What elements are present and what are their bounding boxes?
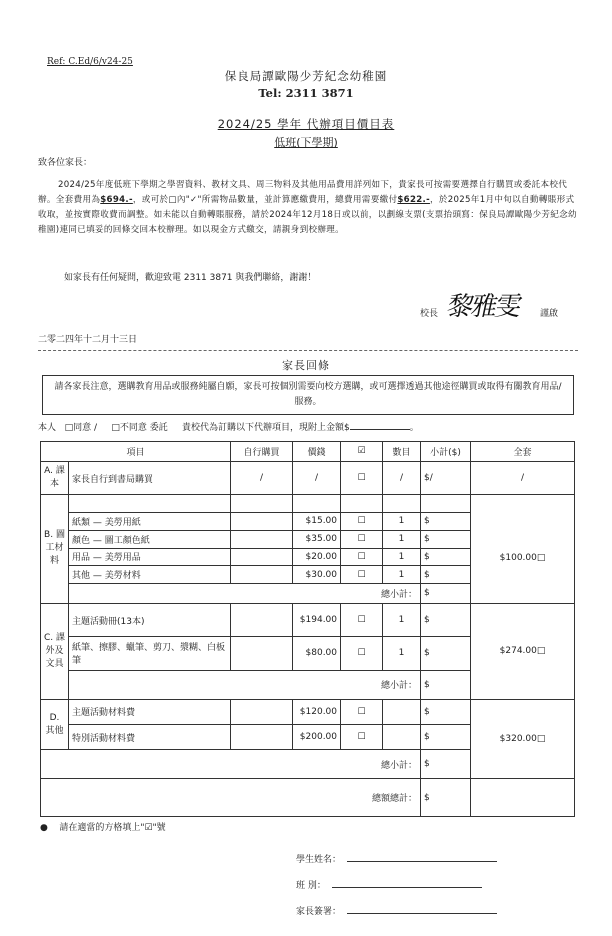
header-full-set: 全套: [471, 442, 575, 462]
subtotal-label: 總小計：: [69, 584, 421, 604]
item-name: 特別活動材料費: [69, 725, 231, 750]
item-name: 用品 — 美勞用品: [69, 548, 231, 566]
document-title: [0, 116, 612, 132]
price-cell: $30.00: [293, 566, 341, 584]
price-cell: $80.00: [293, 637, 341, 670]
table-header-row: [41, 442, 575, 462]
document-subtitle-text: 低班(下學期): [274, 136, 338, 149]
item-name: 紙筆、擦膠、蠟筆、剪刀、漿糊、白板筆: [69, 637, 231, 670]
consent-prefix: 本人: [38, 423, 57, 433]
quantity-cell: /: [383, 461, 421, 494]
disagree-checkbox[interactable]: □不同意 委託: [111, 423, 168, 433]
subtotal-cell[interactable]: $: [421, 566, 471, 584]
consent-line: [38, 420, 419, 433]
student-name-row: [296, 852, 497, 865]
full-set-cell: /: [471, 461, 575, 494]
principal-signature: 黎雅雯: [444, 292, 523, 322]
reference-number: Ref: C.Ed/6/v24-25: [47, 57, 133, 67]
grand-total-value[interactable]: $: [421, 779, 471, 817]
legend-text: 請在適當的方格填上"☑"號: [59, 823, 166, 833]
checkbox-legend: [40, 820, 166, 833]
class-row: [296, 878, 482, 891]
table-row: [41, 513, 575, 531]
item-name: 家長自行到書局購買: [69, 461, 231, 494]
notice-text: 請各家長注意，選購教育用品或服務純屬自願，家長可按個別需要向校方選購，或可選擇透過其他途徑購買或取得有關教育用品/服務。: [54, 382, 562, 407]
full-set-amount: $694.-: [100, 195, 133, 205]
quantity-cell: 1: [383, 548, 421, 566]
full-set-b[interactable]: $100.00□: [471, 513, 575, 604]
item-name: 其他 — 美勞材料: [69, 566, 231, 584]
grand-total-row: [41, 779, 575, 817]
item-checkbox[interactable]: ☐: [341, 513, 383, 531]
payable-amount: $622.-: [397, 195, 430, 205]
subtotal-cell[interactable]: $: [421, 699, 471, 724]
quantity-cell: 1: [383, 603, 421, 636]
category-b: B. 圖工材料: [41, 513, 69, 584]
reply-slip-title: 家長回條: [282, 359, 330, 372]
header-subtotal: 小計($): [421, 442, 471, 462]
subtotal-cell[interactable]: $: [421, 513, 471, 531]
price-cell: $20.00: [293, 548, 341, 566]
header-check: ☑: [341, 442, 383, 462]
grand-total-empty: [471, 779, 575, 817]
letter-text-part-3: ，於2025年1月中旬以自動轉賬形式收取，並按實際收費而調整。如未能以自動轉賬服務，請於2024年12月18日或以前，以劃線支票(支票抬頭寫：保良局譚歐陽少芳紀念幼稚園)連同已填妥的回條交回本校辦理。如以現金方式繳交，請親身到校辦理。: [38, 195, 577, 235]
letter-text-part-2: ，或可於□內"✓"所需物品數量，並計算應繳費用，總費用需要繳付: [132, 195, 398, 205]
document-title-text: 2024/25 學年 代辦項目價目表: [217, 117, 395, 131]
student-name-field[interactable]: [347, 861, 497, 862]
subtotal-cell[interactable]: $: [421, 548, 471, 566]
table-row: [41, 603, 575, 636]
category-a: A. 課本: [41, 461, 69, 494]
class-field[interactable]: [332, 887, 482, 888]
item-checkbox[interactable]: ☐: [341, 530, 383, 548]
parent-signature-label: 家長簽署：: [296, 907, 342, 917]
header-item: 項目: [41, 442, 231, 462]
price-cell: $35.00: [293, 530, 341, 548]
item-name: 主題活動冊(13本): [69, 603, 231, 636]
header-price: 價錢: [293, 442, 341, 462]
tear-off-line: [38, 350, 578, 351]
subtotal-cell[interactable]: $: [421, 637, 471, 670]
subtotal-value[interactable]: $: [421, 670, 471, 699]
enquiry-note: 如家長有任何疑問，歡迎致電 2311 3871 與我們聯絡，謝謝！: [64, 273, 317, 283]
amount-blank[interactable]: [350, 429, 410, 430]
item-name: 主題活動材料費: [69, 699, 231, 724]
subtotal-value[interactable]: $: [421, 750, 471, 779]
category-d: D. 其他: [41, 699, 69, 749]
document-subtitle: [0, 134, 612, 150]
parent-signature-field[interactable]: [347, 913, 497, 914]
consent-end: 。: [409, 423, 419, 433]
item-checkbox[interactable]: ☐: [341, 548, 383, 566]
quantity-cell: 1: [383, 637, 421, 670]
spacer-row: [41, 495, 575, 513]
table-row: [41, 699, 575, 724]
class-label: 班 別：: [296, 881, 326, 891]
price-cell: /: [293, 461, 341, 494]
subtotal-value[interactable]: $: [421, 584, 471, 604]
letter-text-part-1: 2024/25年度低班下學期之學習資料、教材文具、周三物料及其他用品費用詳列如下，貴家長可按需要選擇自行購買或委託本校代辦。全套費用為: [38, 180, 568, 205]
item-checkbox[interactable]: ☐: [341, 637, 383, 670]
grand-total-label: 總額總計：: [41, 779, 421, 817]
quantity-cell: 1: [383, 566, 421, 584]
subtotal-label: 總小計：: [41, 750, 421, 779]
letter-greeting: 致各位家長：: [38, 158, 93, 168]
school-telephone: Tel: 2311 3871: [258, 86, 354, 100]
category-c: C. 課外及文具: [41, 603, 69, 699]
item-checkbox[interactable]: ☐: [341, 699, 383, 724]
item-checkbox[interactable]: ☐: [341, 603, 383, 636]
full-set-d[interactable]: $320.00□: [471, 699, 575, 778]
quantity-cell: 1: [383, 530, 421, 548]
subtotal-cell[interactable]: $: [421, 530, 471, 548]
agree-checkbox[interactable]: □同意 /: [64, 423, 98, 433]
principal-label: 校長: [420, 309, 439, 319]
parent-signature-row: [296, 904, 497, 917]
consent-suffix: 貴校代為訂購以下代辦項目，現附上金額$: [182, 423, 350, 433]
subtotal-cell[interactable]: $/: [421, 461, 471, 494]
table-row: [41, 461, 575, 494]
full-set-c[interactable]: $274.00□: [471, 603, 575, 699]
letter-date: 二零二四年十二月十三日: [38, 335, 138, 345]
price-cell: $200.00: [293, 725, 341, 750]
subtotal-label: 總小計：: [69, 670, 421, 699]
school-name: 保良局譚歐陽少芳紀念幼稚園: [224, 69, 388, 83]
subtotal-cell[interactable]: $: [421, 725, 471, 750]
item-name: 顏色 — 圖工顏色紙: [69, 530, 231, 548]
item-checkbox[interactable]: ☐: [341, 725, 383, 750]
order-table: [40, 441, 575, 817]
item-name: 紙類 — 美勞用紙: [69, 513, 231, 531]
student-name-label: 學生姓名：: [296, 855, 342, 865]
letter-paragraph: [38, 178, 578, 238]
quantity-cell: [383, 699, 421, 724]
subtotal-cell[interactable]: $: [421, 603, 471, 636]
respect-closing: 謹啟: [540, 309, 559, 319]
header-self-purchase: 自行購買: [231, 442, 293, 462]
price-cell: $194.00: [293, 603, 341, 636]
item-checkbox[interactable]: ☐: [341, 566, 383, 584]
price-cell: $120.00: [293, 699, 341, 724]
price-cell: $15.00: [293, 513, 341, 531]
bullet-icon: ●: [40, 823, 48, 833]
self-purchase-cell: /: [231, 461, 293, 494]
quantity-cell: [383, 725, 421, 750]
item-checkbox[interactable]: ☐: [341, 461, 383, 494]
quantity-cell: 1: [383, 513, 421, 531]
header-quantity: 數目: [383, 442, 421, 462]
